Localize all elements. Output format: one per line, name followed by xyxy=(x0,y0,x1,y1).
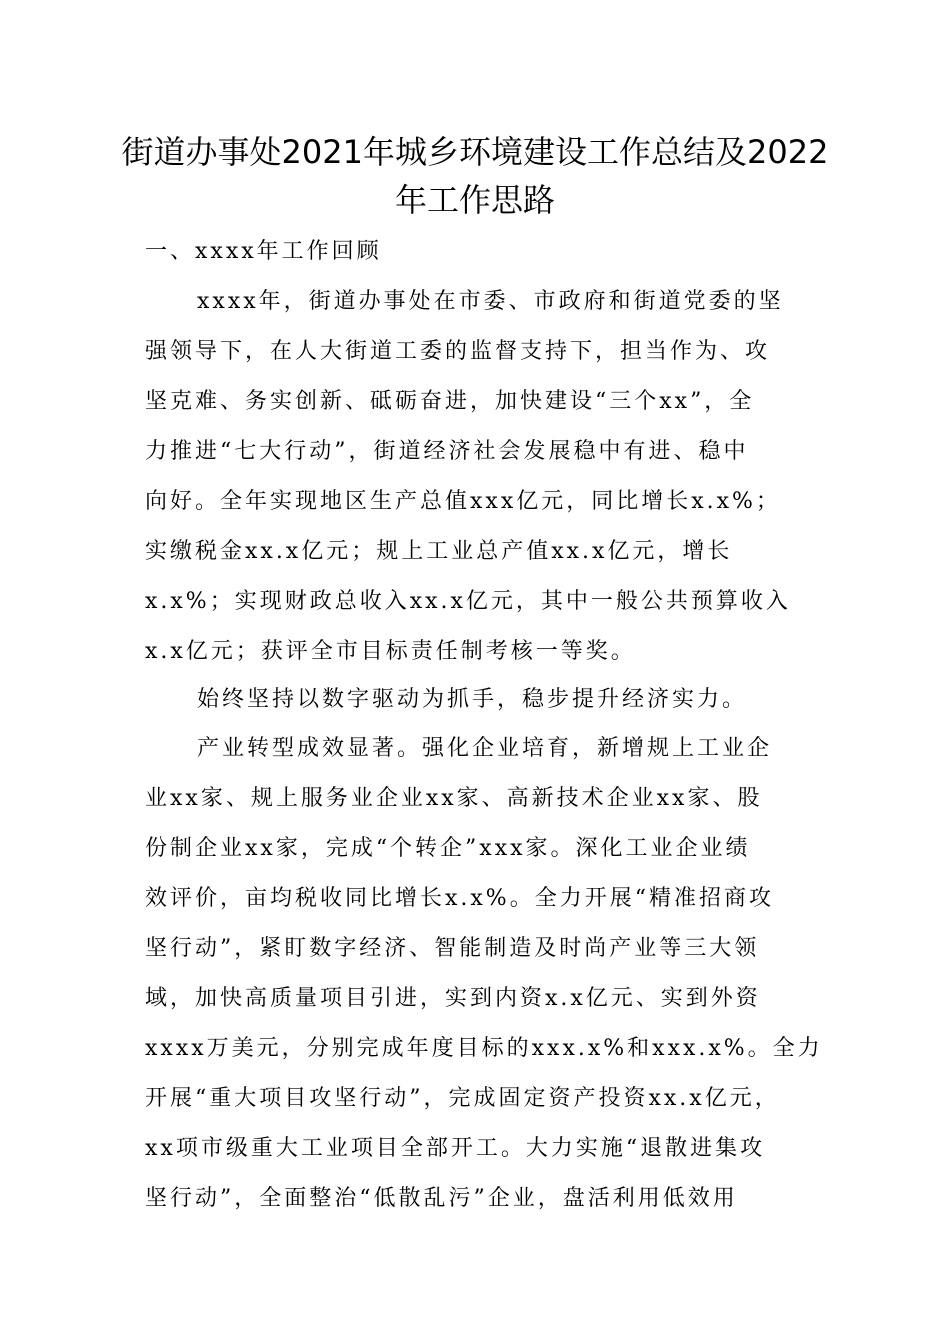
paragraph-line: xx项市级重大工业项目全部开工。大力实施“退散进集攻 xyxy=(145,1136,766,1161)
paragraph-line: 业xx家、规上服务业企业xx家、高新技术企业xx家、股 xyxy=(145,786,763,811)
paragraph-line: 坚行动”，全面整治“低散乱污”企业，盘活利用低效用 xyxy=(145,1186,738,1211)
paragraph-line: 坚克难、务实创新、砥砺奋进，加快建设“三个xx”，全 xyxy=(145,389,755,414)
document-title xyxy=(100,128,850,224)
paragraph-line: 域，加快高质量项目引进，实到内资x.x亿元、实到外资 xyxy=(145,986,761,1011)
paragraph-line: x.x%；实现财政总收入xx.x亿元，其中一般公共预算收入 xyxy=(145,589,791,614)
paragraph-line: 实缴税金xx.x亿元；规上工业总产值xx.x亿元，增长 xyxy=(145,539,733,564)
paragraph-line: 份制企业xx家，完成“个转企”xxx家。深化工业企业绩 xyxy=(145,836,751,861)
document-title-line: 年工作思路 xyxy=(394,181,555,219)
paragraph-review-summary xyxy=(145,277,815,677)
paragraph-line: 力推进“七大行动”，街道经济社会发展稳中有进、稳中 xyxy=(145,439,749,464)
paragraph-line: 向好。全年实现地区生产总值xxx亿元，同比增长x.x%； xyxy=(145,489,781,514)
document-title-line: 街道办事处2021年城乡环境建设工作总结及2022 xyxy=(121,133,829,171)
paragraph-line: 开展“重大项目攻坚行动”，完成固定资产投资xx.x亿元， xyxy=(145,1086,780,1111)
paragraph-line: 效评价，亩均税收同比增长x.x%。全力开展“精准招商攻 xyxy=(145,886,774,911)
paragraph-line: 产业转型成效显著。强化企业培育，新增规上工业企 xyxy=(197,736,773,761)
paragraph-line: xxxx年，街道办事处在市委、市政府和街道党委的坚 xyxy=(197,289,784,314)
paragraph-industry-transformation xyxy=(145,724,823,1224)
paragraph-line: 始终坚持以数字驱动为抓手，稳步提升经济实力。 xyxy=(197,687,748,712)
section-heading: 一、xxxx年工作回顾 xyxy=(145,239,382,264)
paragraph-line: 强领导下，在人大街道工委的监督支持下，担当作为、攻 xyxy=(145,339,771,364)
paragraph-line: 坚行动”，紧盯数字经济、智能制造及时尚产业等三大领 xyxy=(145,936,760,961)
paragraph-line: xxxx万美元，分别完成年度目标的xxx.x%和xxx.x%。全力 xyxy=(145,1036,823,1061)
paragraph-line: x.x亿元；获评全市目标责任制考核一等奖。 xyxy=(145,639,636,664)
paragraph-subheading xyxy=(145,675,815,725)
